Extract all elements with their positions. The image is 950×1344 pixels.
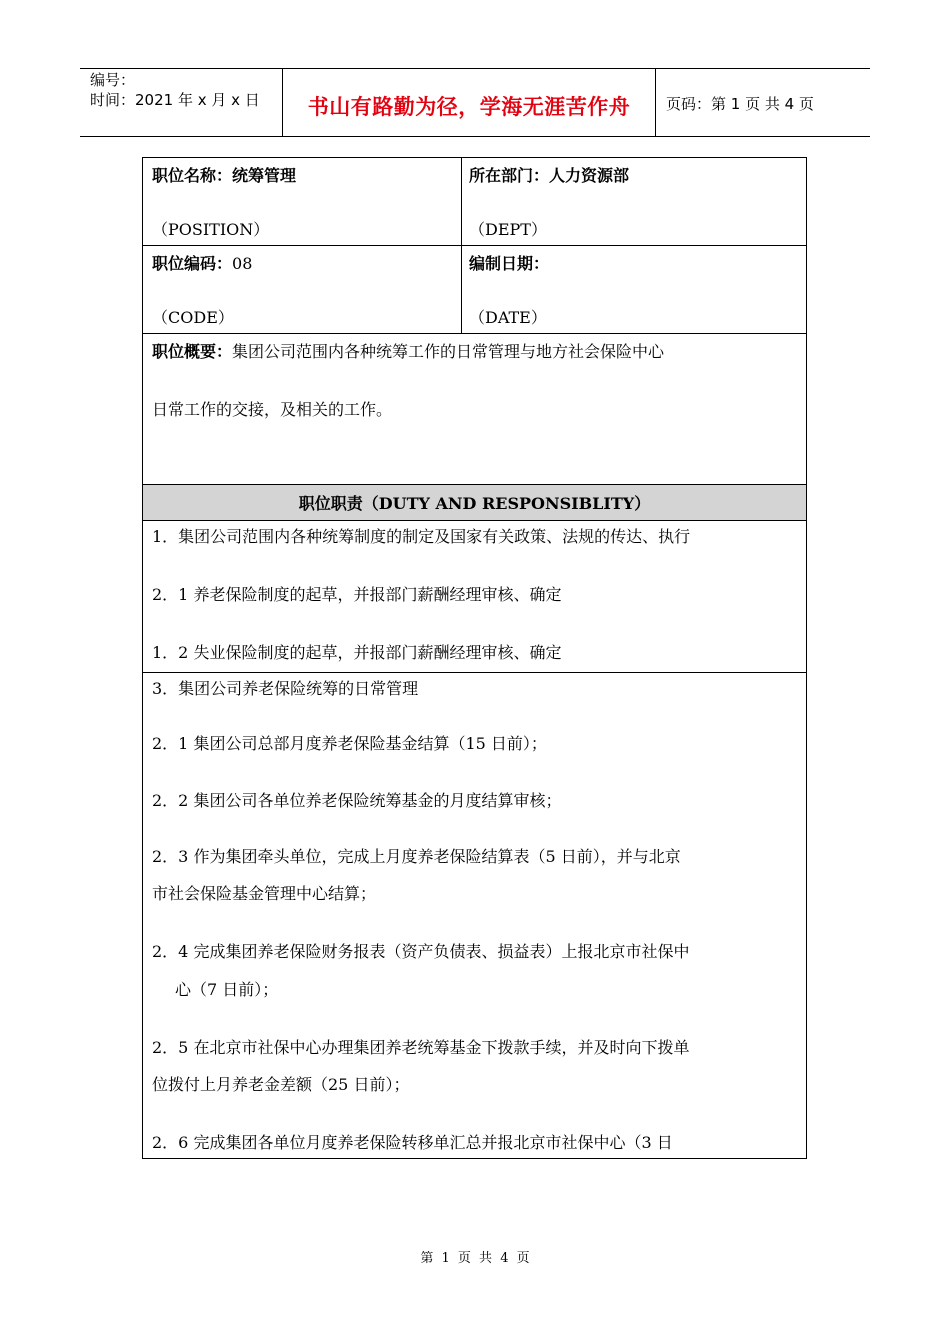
duty-item: 2．3 作为集团牵头单位，完成上月度养老保险结算表（5 日前），并与北京 xyxy=(152,847,681,866)
position-cell xyxy=(143,158,462,245)
duty-item: 1．集团公司范围内各种统筹制度的制定及国家有关政策、法规的传达、执行 xyxy=(152,527,691,546)
page-header xyxy=(80,68,870,137)
dept-cell xyxy=(461,158,806,245)
duty-item: 2．5 在北京市社保中心办理集团养老统筹基金下拨款手续，并及时向下拨单 xyxy=(152,1038,690,1057)
duty-item: 位拨付上月养老金差额（25 日前）； xyxy=(152,1075,410,1094)
duty-item: 2．2 集团公司各单位养老保险统筹基金的月度结算审核； xyxy=(152,791,562,810)
position-en: （POSITION） xyxy=(152,220,270,239)
summary-row xyxy=(143,334,806,485)
position-row xyxy=(143,158,806,246)
summary-line-1: 集团公司范围内各种统筹工作的日常管理与地方社会保险中心 xyxy=(232,342,665,361)
duty-item: 市社会保险基金管理中心结算； xyxy=(152,884,377,903)
compile-date-label: 编制日期： xyxy=(469,254,550,273)
dept-label: 所在部门： xyxy=(469,166,550,185)
header-meta-cell xyxy=(80,69,282,136)
position-value: 统筹管理 xyxy=(232,166,297,185)
duty-item: 1．2 失业保险制度的起草，并报部门薪酬经理审核、确定 xyxy=(152,643,562,662)
duty-heading-row xyxy=(143,485,806,521)
duty-item: 心（7 日前）； xyxy=(175,980,279,999)
duty-group-2 xyxy=(143,673,806,1158)
summary-line-2: 日常工作的交接，及相关的工作。 xyxy=(152,400,393,419)
motto: 书山有路勤为径，学海无涯苦作舟 xyxy=(307,95,631,119)
duty-group-1 xyxy=(143,521,806,673)
date-label: 时间：2021 年 x 月 x 日 xyxy=(90,91,260,109)
duty-heading: 职位职责（DUTY AND RESPONSIBLITY） xyxy=(298,494,651,513)
code-label: 职位编码： xyxy=(152,254,233,273)
duty-item: 2．1 集团公司总部月度养老保险基金结算（15 日前）； xyxy=(152,734,547,753)
page-number-label: 页码：第 1 页 共 4 页 xyxy=(666,95,814,113)
code-en: （CODE） xyxy=(152,308,234,327)
dept-value: 人力资源部 xyxy=(549,166,630,185)
duty-item: 2．1 养老保险制度的起草，并报部门薪酬经理审核、确定 xyxy=(152,585,562,604)
position-label: 职位名称： xyxy=(152,166,233,185)
code-cell xyxy=(143,246,462,333)
job-description-table xyxy=(142,157,807,1159)
header-motto-cell xyxy=(282,69,656,136)
code-value: 08 xyxy=(232,254,253,273)
date-cell xyxy=(461,246,806,333)
duty-item: 2．6 完成集团各单位月度养老保险转移单汇总并报北京市社保中心（3 日 xyxy=(152,1133,673,1152)
date-en: （DATE） xyxy=(469,308,547,327)
code-row xyxy=(143,246,806,334)
page-footer: 第 1 页 共 4 页 xyxy=(420,1251,530,1266)
serial-number-label: 编号： xyxy=(90,71,136,89)
header-page-cell xyxy=(656,69,870,136)
dept-en: （DEPT） xyxy=(469,220,547,239)
duty-item: 3．集团公司养老保险统筹的日常管理 xyxy=(152,679,419,698)
duty-item: 2．4 完成集团养老保险财务报表（资产负债表、损益表）上报北京市社保中 xyxy=(152,942,690,961)
summary-label: 职位概要： xyxy=(152,342,233,361)
